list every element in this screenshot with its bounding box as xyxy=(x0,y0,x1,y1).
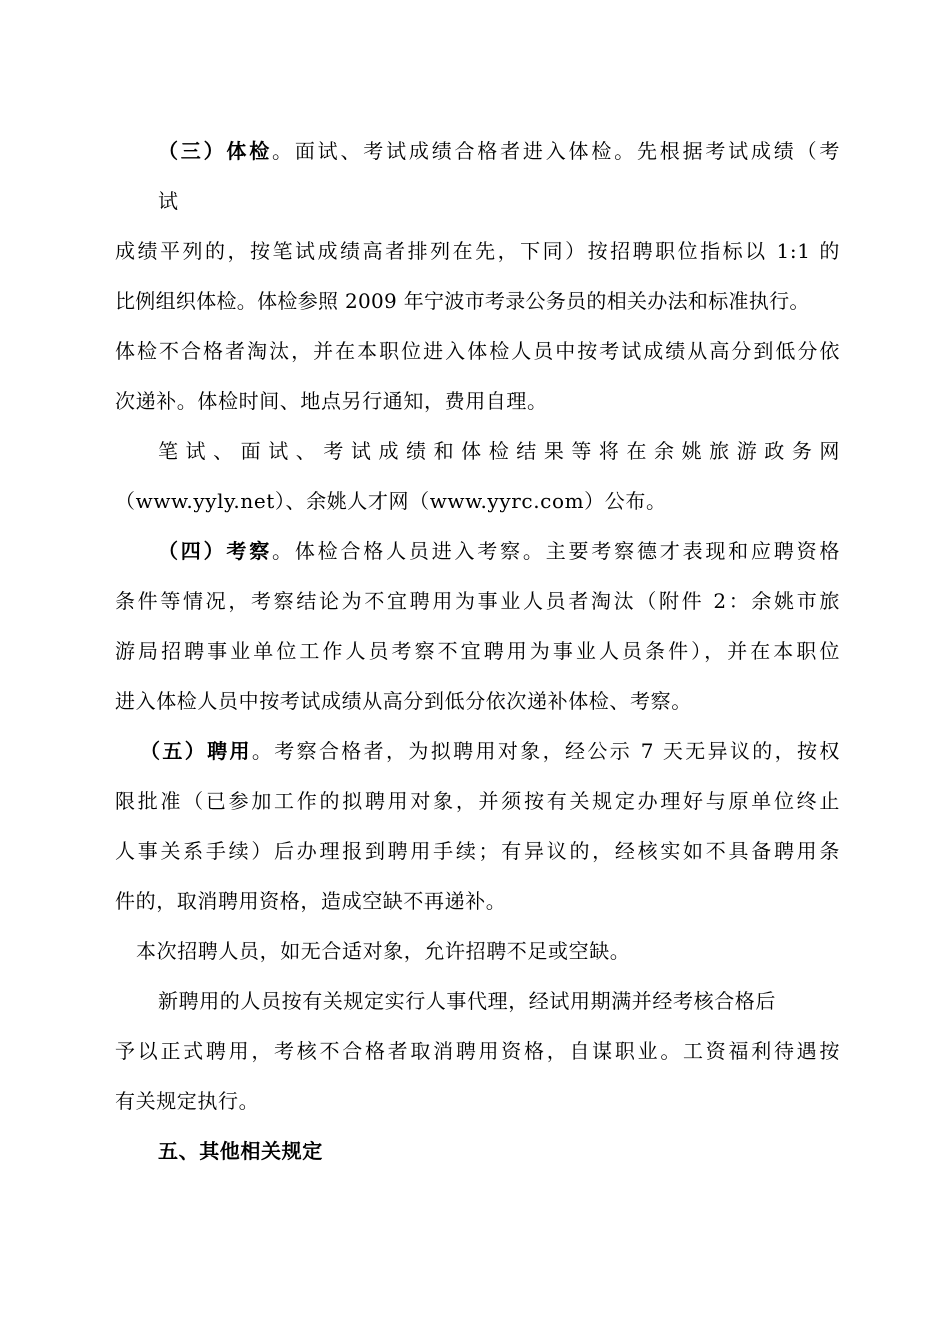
para-4-line-1: （四）考察。体检合格人员进入考察。主要考察德才表现和应聘资格 xyxy=(158,539,841,563)
para-5-line-2: 限批准（已参加工作的拟聘用对象，并须按有关规定办理好与原单位终止 xyxy=(115,789,840,813)
para-5-line-4: 件的，取消聘用资格，造成空缺不再递补。 xyxy=(115,889,507,913)
para-5-line-3: 人事关系手续）后办理报到聘用手续；有异议的，经核实如不具备聘用条 xyxy=(115,839,840,863)
heading-inspection: （四）考察 xyxy=(158,539,273,563)
heading-physical-exam: （三）体检 xyxy=(158,139,273,163)
para-3-line-5: 体检不合格者淘汰，并在本职位进入体检人员中按考试成绩从高分到低分依 xyxy=(115,339,840,363)
para-3-line-6: 次递补。体检时间、地点另行通知，费用自理。 xyxy=(115,389,548,413)
section-5-heading: 五、其他相关规定 xyxy=(158,1139,323,1163)
para-4-line-4: 进入体检人员中按考试成绩从高分到低分依次递补体检、考察。 xyxy=(115,689,692,713)
para-5-line-1: （五）聘用。考察合格者，为拟聘用对象，经公示 7 天无异议的，按权 xyxy=(140,739,841,763)
publish-line-1: 笔试、面试、考试成绩和体检结果等将在余姚旅游政务网 xyxy=(158,439,840,463)
newhire-line-2: 予以正式聘用，考核不合格者取消聘用资格，自谋职业。工资福利待遇按 xyxy=(115,1039,840,1063)
shortage-line: 本次招聘人员，如无合适对象，允许招聘不足或空缺。 xyxy=(136,939,631,963)
newhire-line-1: 新聘用的人员按有关规定实行人事代理，经试用期满并经考核合格后 xyxy=(158,989,776,1013)
para-4-line-3: 游局招聘事业单位工作人员考察不宜聘用为事业人员条件），并在本职位 xyxy=(115,639,840,663)
heading-hiring: （五）聘用 xyxy=(140,739,252,763)
para-3-line-4: 比例组织体检。体检参照 2009 年宁波市考录公务员的相关办法和标准执行。 xyxy=(115,289,810,313)
para-3-line-1: （三）体检。面试、考试成绩合格者进入体检。先根据考试成绩（考 xyxy=(158,139,841,163)
para-3-line-2: 试 xyxy=(158,189,179,213)
para-4-line-2: 条件等情况，考察结论为不宜聘用为事业人员者淘汰（附件 2：余姚市旅 xyxy=(115,589,840,613)
para-3-line-3: 成绩平列的，按笔试成绩高者排列在先，下同）按招聘职位指标以 1:1 的 xyxy=(115,239,840,263)
publish-line-2: （www.yyly.net）、余姚人才网（www.yyrc.com）公布。 xyxy=(115,489,667,513)
newhire-line-3: 有关规定执行。 xyxy=(115,1089,260,1113)
